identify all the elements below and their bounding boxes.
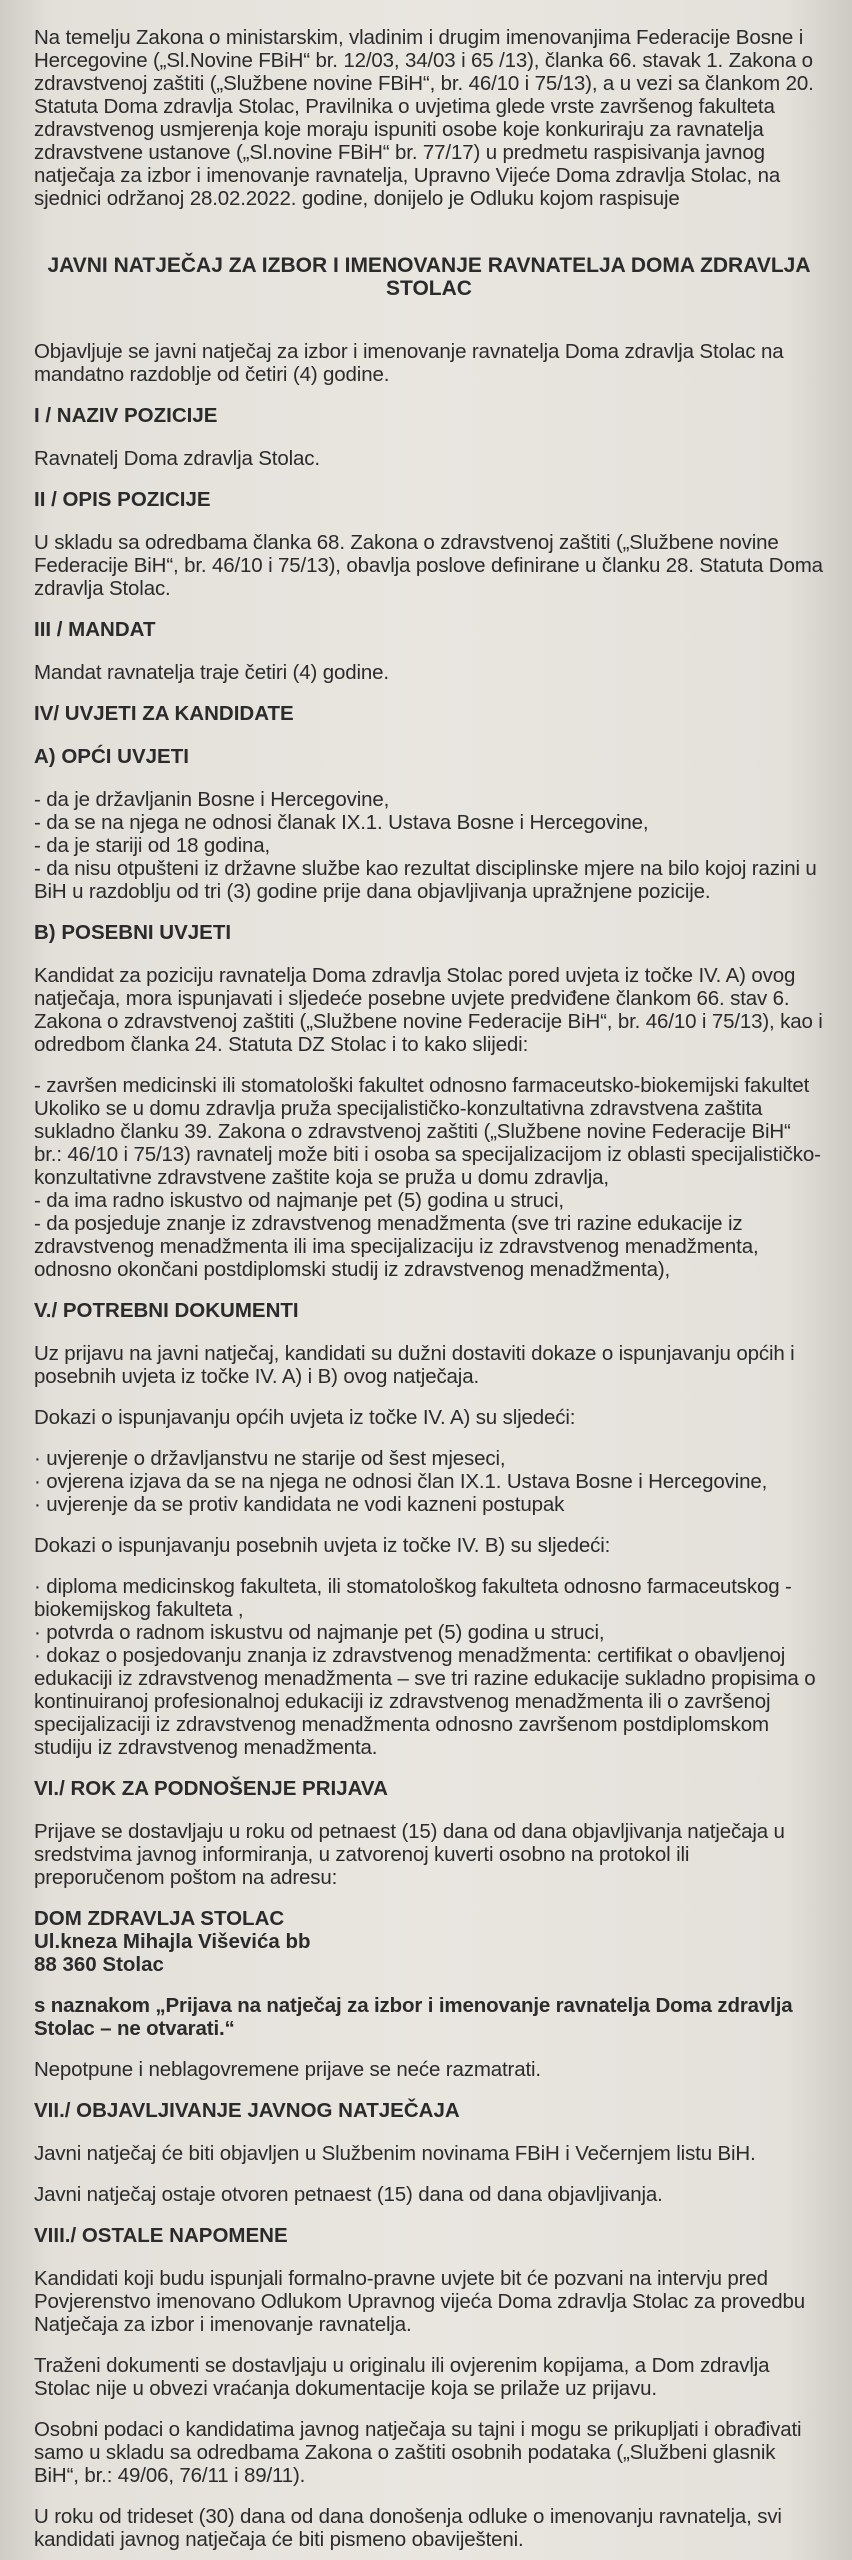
general-conditions-list <box>34 788 824 903</box>
notice-title: JAVNI NATJEČAJ ZA IZBOR I IMENOVANJE RAVNATELJA DOMA ZDRAVLJA STOLAC <box>47 254 811 300</box>
list-item: - da ima radno iskustvo od najmanje pet (5) godina u struci, <box>34 1189 564 1212</box>
address-line-name: DOM ZDRAVLJA STOLAC <box>34 1907 285 1930</box>
list-item: - da je državljanin Bosne i Hercegovine, <box>34 788 390 811</box>
section-heading-uvjeti: IV/ UVJETI ZA KANDIDATE <box>34 702 294 725</box>
address-line-city: 88 360 Stolac <box>34 1953 164 1976</box>
special-proofs-intro: Dokazi o ispunjavanju posebnih uvjeta iz točke IV. B) su sljedeći: <box>34 1534 611 1557</box>
section-heading-rok: VI./ ROK ZA PODNOŠENJE PRIJAVA <box>34 1777 388 1800</box>
section-heading-mandat: III / MANDAT <box>34 618 156 641</box>
address-line-street: Ul.kneza Mihajla Viševića bb <box>34 1930 311 1953</box>
list-item: - završen medicinski ili stomatološki fakultet odnosno farmaceutsko-biokemijski fakultet Ukoliko se u domu zdravlja pruža specijalističko-konzultativna zdravstvena zaštita sukladno članku 39. Zakona o zdravstvenoj zaštiti („Službene novine Federacije BiH“ br.: 46/10 i 75/13) ravnatelj može biti i osoba sa specijalizacijom iz oblasti specijalističko-konzultativne zdravstvene zaštite koja se pruža u domu zdravlja, <box>34 1074 821 1189</box>
section-heading-napomene: VIII./ OSTALE NAPOMENE <box>34 2224 288 2247</box>
section-text-opis: U skladu sa odredbama članka 68. Zakona o zdravstvenoj zaštiti („Službene novine Federacije BiH“, br. 46/10 i 75/13), obavlja poslove definirane u članku 28. Statuta Doma zdravlja Stolac. <box>34 531 823 600</box>
subheading-opci-uvjeti: A) OPĆI UVJETI <box>34 745 189 768</box>
envelope-marking: s naznakom „Prijava na natječaj za izbor i imenovanje ravnatelja Doma zdravlja Stolac – ne otvarati.“ <box>34 1994 793 2040</box>
section-text-mandat: Mandat ravnatelja traje četiri (4) godine. <box>34 661 389 684</box>
note-documents: Traženi dokumenti se dostavljaju u originalu ili ovjerenim kopijama, a Dom zdravlja Stolac nije u obvezi vraćanja dokumentacije koja se prilaže uz prijavu. <box>34 2354 770 2400</box>
list-item: · potvrda o radnom iskustvu od najmanje pet (5) godina u struci, <box>34 1621 605 1644</box>
list-item: · uvjerenje da se protiv kandidata ne vodi kazneni postupak <box>34 1493 565 1516</box>
list-item: · ovjerena izjava da se na njega ne odnosi član IX.1. Ustava Bosne i Hercegovine, <box>34 1470 768 1493</box>
publication-text: Javni natječaj će biti objavljen u Službenim novinama FBiH i Večernjem listu BiH. <box>34 2142 756 2165</box>
list-item: - da se na njega ne odnosi članak IX.1. Ustava Bosne i Hercegovine, <box>34 811 649 834</box>
list-item: · dokaz o posjedovanju znanja iz zdravstvenog menadžmenta: certifikat o obavljenoj edukaciji iz zdravstvenog menadžmenta – sve tri razine edukacije sukladno propisima o kontinuiranoj profesionalnoj edukaciji iz zdravstvenog menadžmenta ili o završenoj specijalizaciji iz zdravstvenog menadžmenta odnosno završenom postdiplomskom studiju iz zdravstvenog menadžmenta. <box>34 1644 816 1759</box>
list-item: · diploma medicinskog fakulteta, ili stomatološkog fakulteta odnosno farmaceutskog - biokemijskog fakulteta , <box>34 1575 792 1621</box>
postal-address <box>34 1907 824 1976</box>
incomplete-applications-note: Nepotpune i neblagovremene prijave se neće razmatrati. <box>34 2058 541 2081</box>
section-heading-dokumenti: V./ POTREBNI DOKUMENTI <box>34 1299 299 1322</box>
intro-paragraph: Na temelju Zakona o ministarskim, vladinim i drugim imenovanjima Federacije Bosne i Hercegovine („Sl.Novine FBiH“ br. 12/03, 34/03 i 65 /13), članka 66. stavak 1. Zakona o zdravstvenoj zaštiti („Službene novine FBiH“, br. 46/10 i 75/13), a u vezi sa člankom 20. Statuta Doma zdravlja Stolac, Pravilnika o uvjetima glede vrste završenog fakulteta zdravstvenog usmjerenja koje moraju ispuniti osobe koje konkuriraju za ravnatelja zdravstvene ustanove („Sl.novine FBiH“ br. 77/17) u predmetu raspisivanja javnog natječaja za izbor i imenovanje ravnatelja, Upravno Vijeće Doma zdravlja Stolac, na sjednici održanoj 28.02.2022. godine, donijelo je Odluku kojom raspisuje <box>34 26 814 210</box>
general-proofs-intro: Dokazi o ispunjavanju općih uvjeta iz točke IV. A) su sljedeći: <box>34 1406 576 1429</box>
general-proofs-list <box>34 1447 824 1516</box>
list-item: - da nisu otpušteni iz državne službe kao rezultat disciplinske mjere na bilo kojoj razini u BiH u razdoblju od tri (3) godine prije dana objavljivanja upražnjene pozicije. <box>34 857 817 903</box>
note-privacy: Osobni podaci o kandidatima javnog natječaja su tajni i mogu se prikupljati i obrađivati samo u skladu sa odredbama Zakona o zaštiti osobnih podataka („Službeni glasnik BiH“, br.: 49/06, 76/11 i 89/11). <box>34 2418 802 2487</box>
section-heading-objavljivanje: VII./ OBJAVLJIVANJE JAVNOG NATJEČAJA <box>34 2099 460 2122</box>
note-notification: U roku od trideset (30) dana od dana donošenja odluke o imenovanju ravnatelja, svi kandidati javnog natječaja će biti pismeno obaviješteni. <box>34 2505 782 2551</box>
subheading-posebni-uvjeti: B) POSEBNI UVJETI <box>34 921 232 944</box>
special-proofs-list <box>34 1575 824 1759</box>
note-interview: Kandidati koji budu ispunjali formalno-pravne uvjete bit će pozvani na intervju pred Povjerenstvo imenovano Odlukom Upravnog vijeća Doma zdravlja Stolac za provedbu Natječaja za izbor i imenovanje ravnatelja. <box>34 2267 805 2336</box>
special-conditions-list <box>34 1074 824 1281</box>
documents-intro: Uz prijavu na javni natječaj, kandidati su dužni dostaviti dokaze o ispunjavanju općih i posebnih uvjeta iz točke IV. A) i B) ovog natječaja. <box>34 1342 795 1388</box>
list-item: · uvjerenje o državljanstvu ne starije od šest mjeseci, <box>34 1447 506 1470</box>
deadline-text: Prijave se dostavljaju u roku od petnaest (15) dana od dana objavljivanja natječaja u sredstvima javnog informiranja, u zatvorenoj kuverti osobno na protokol ili preporučenom poštom na adresu: <box>34 1820 785 1889</box>
section-heading-naziv: I / NAZIV POZICIJE <box>34 404 218 427</box>
list-item: - da posjeduje znanje iz zdravstvenog menadžmenta (sve tri razine edukacije iz zdravstvenog menadžmenta ili ima specijalizaciju iz zdravstvenog menadžmenta, odnosno okončani postdiplomski studij iz zdravstvenog menadžmenta), <box>34 1212 759 1281</box>
notice-column <box>34 26 824 2551</box>
section-heading-opis: II / OPIS POZICIJE <box>34 488 211 511</box>
announcement-paragraph: Objavljuje se javni natječaj za izbor i imenovanje ravnatelja Doma zdravlja Stolac na mandatno razdoblje od četiri (4) godine. <box>34 340 784 386</box>
list-item: - da je stariji od 18 godina, <box>34 834 271 857</box>
open-period-text: Javni natječaj ostaje otvoren petnaest (15) dana od dana objavljivanja. <box>34 2183 663 2206</box>
section-text-naziv: Ravnatelj Doma zdravlja Stolac. <box>34 447 320 470</box>
special-conditions-intro: Kandidat za poziciju ravnatelja Doma zdravlja Stolac pored uvjeta iz točke IV. A) ovog natječaja, mora ispunjavati i sljedeće posebne uvjete predviđene člankom 66. stav 6. Zakona o zdravstvenoj zaštiti („Službene novine Federacije BiH“, br. 46/10 i 75/13), kao i odredbom članka 24. Statuta DZ Stolac i to kako slijedi: <box>34 964 823 1056</box>
